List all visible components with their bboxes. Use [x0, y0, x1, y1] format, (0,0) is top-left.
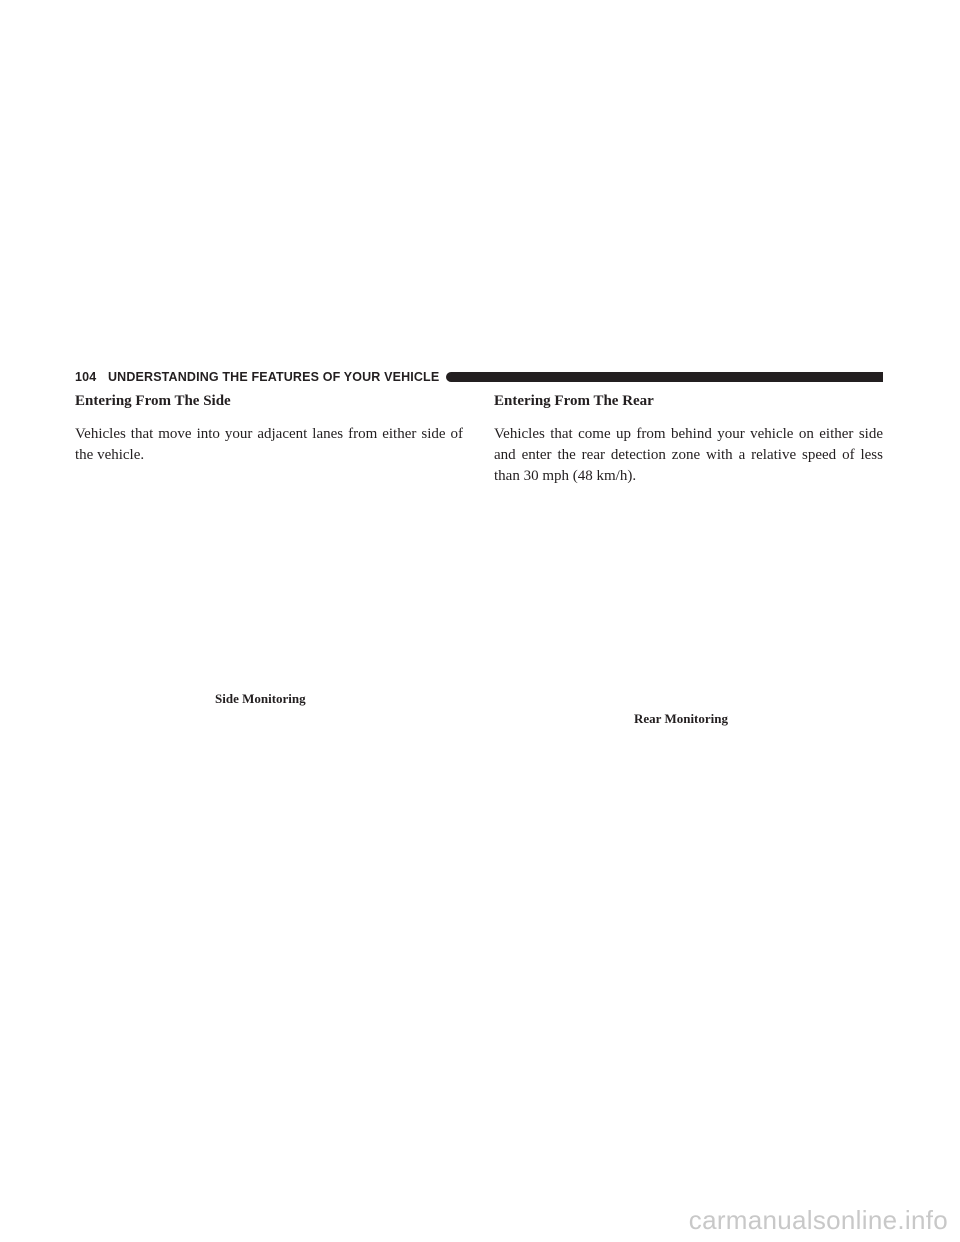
figure-caption-rear-monitoring: Rear Monitoring: [634, 711, 728, 726]
paragraph-side: Vehicles that move into your adjacent lanes from either side of the vehicle.: [75, 426, 463, 463]
left-column: [75, 392, 463, 466]
figure-caption-side-monitoring: Side Monitoring: [215, 691, 306, 706]
page-header: [75, 369, 883, 385]
right-column: [494, 392, 883, 487]
watermark-text: carmanualsonline.info: [688, 1205, 948, 1235]
header-rule-bar: [446, 372, 883, 382]
paragraph-rear: Vehicles that come up from behind your vehicle on either side and enter the rear detection zone with a relative speed of less than 30 mph (48 km/h).: [494, 426, 883, 484]
page-number: 104: [75, 370, 97, 384]
heading-entering-from-rear: Entering From The Rear: [494, 393, 654, 409]
heading-entering-from-side: Entering From The Side: [75, 393, 231, 409]
section-title: UNDERSTANDING THE FEATURES OF YOUR VEHICLE: [108, 370, 440, 384]
